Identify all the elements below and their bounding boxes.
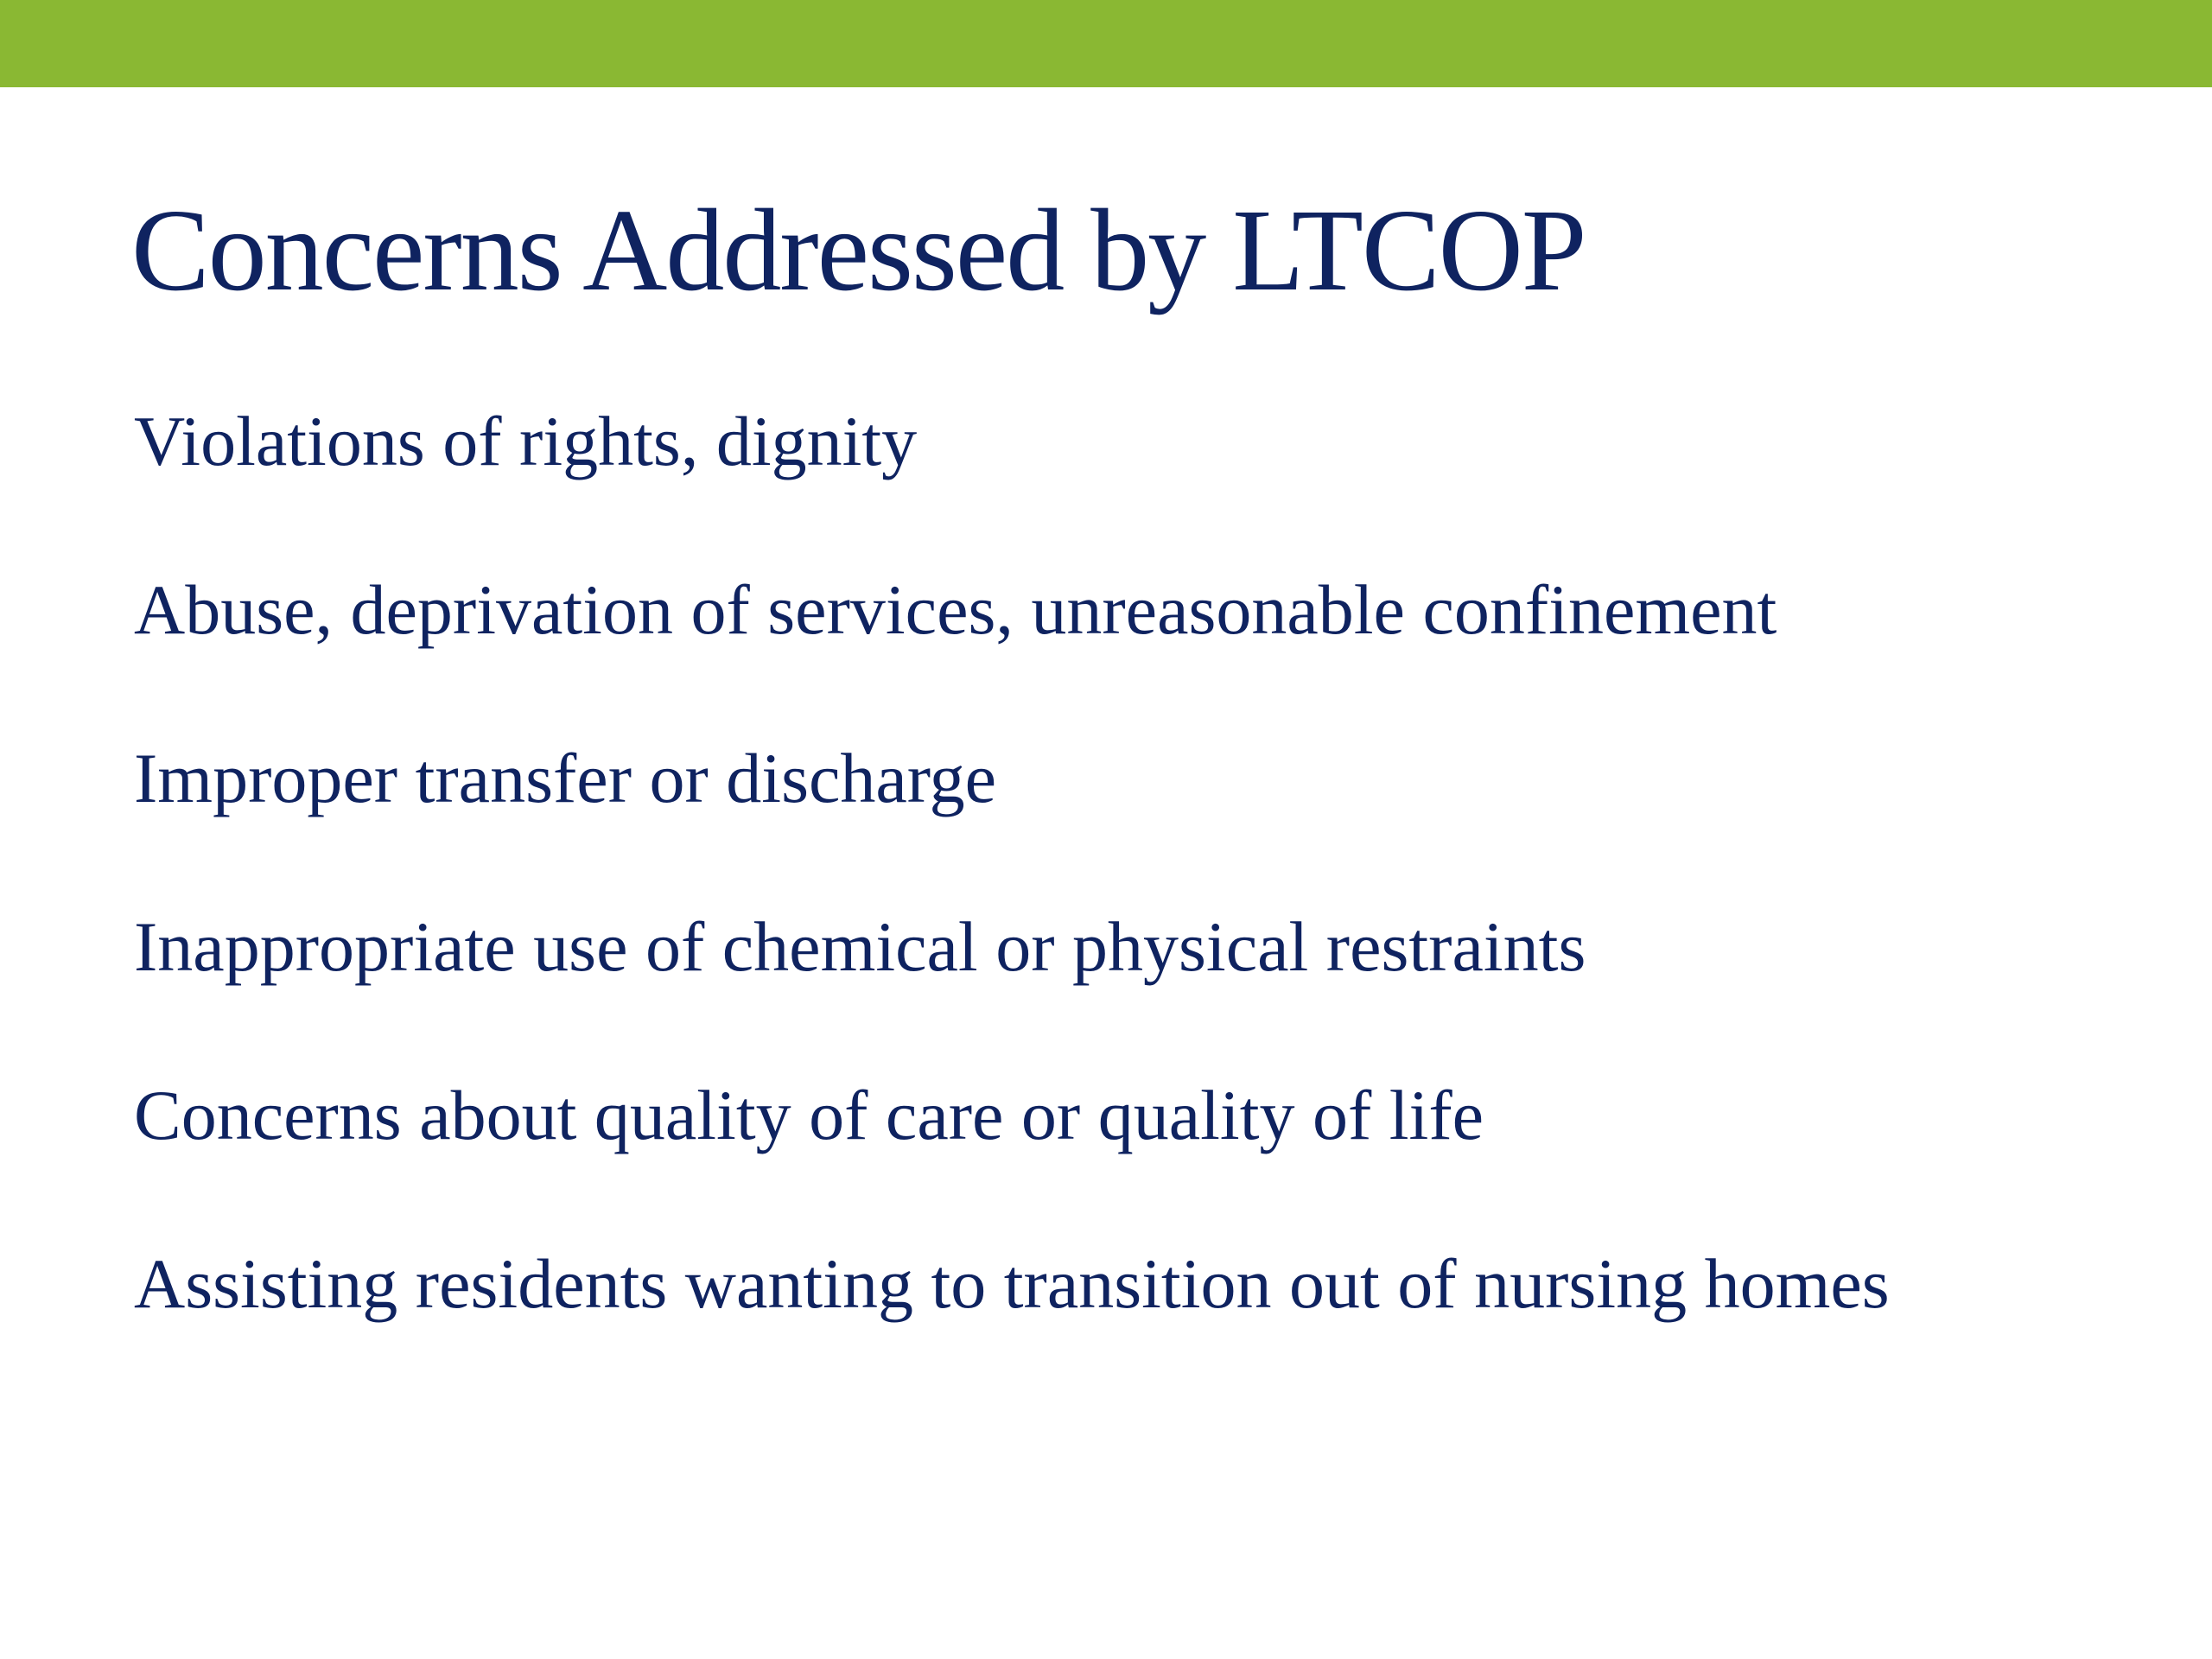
list-item: Concerns about quality of care or quality of life xyxy=(134,1076,1484,1154)
list-item: Improper transfer or discharge xyxy=(134,739,997,817)
slide-title: Concerns Addressed by LTCOP xyxy=(131,186,1586,315)
top-accent-bar xyxy=(0,0,2212,87)
concern-list xyxy=(134,400,1890,1411)
list-item: Assisting residents wanting to transition out of nursing homes xyxy=(134,1244,1890,1323)
list-item: Inappropriate use of chemical or physical restraints xyxy=(134,907,1586,986)
list-item: Abuse, deprivation of services, unreasonable confinement xyxy=(134,570,1777,649)
list-item: Violations of rights, dignity xyxy=(134,402,918,480)
